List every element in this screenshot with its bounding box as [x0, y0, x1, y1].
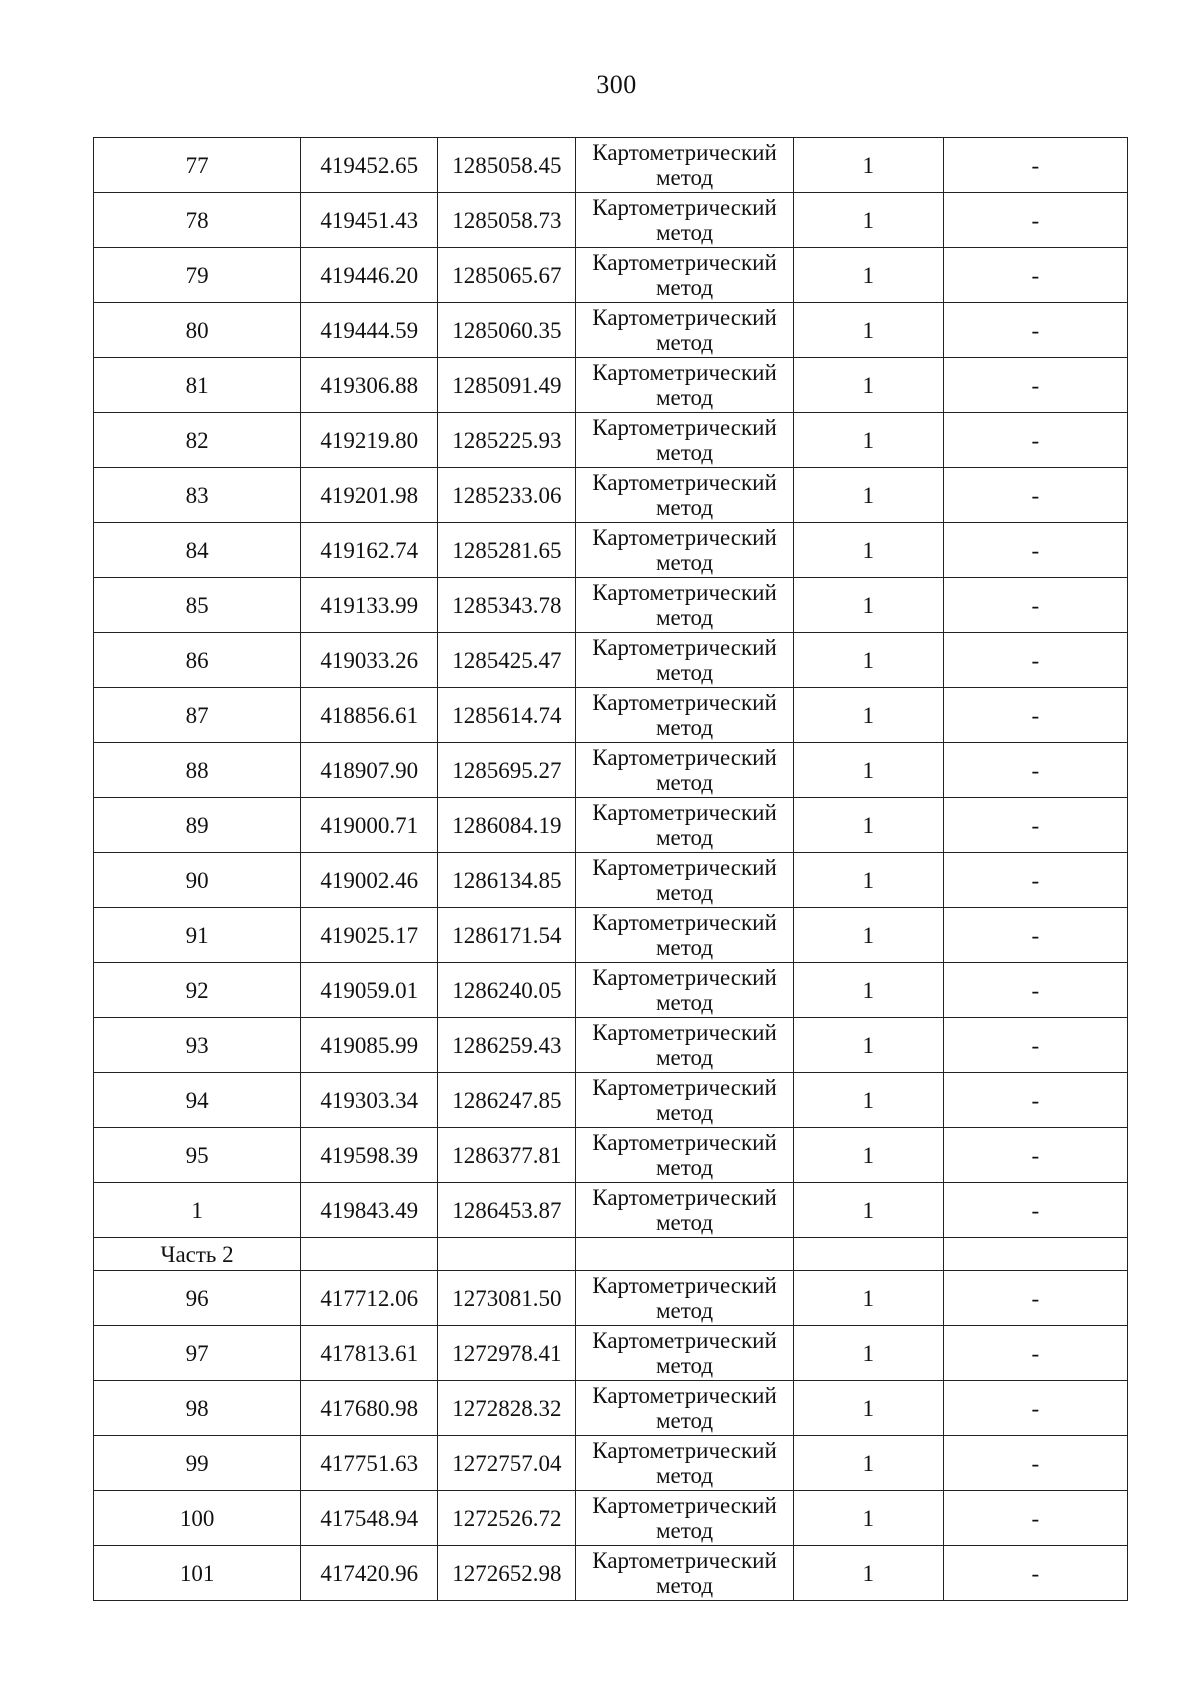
x-coordinate-cell: 419000.71 [301, 798, 438, 853]
accuracy-cell: 1 [793, 908, 943, 963]
method-line-1: Картометрический [592, 690, 777, 715]
x-coordinate-cell: 417813.61 [301, 1326, 438, 1381]
point-number-cell: 82 [94, 413, 301, 468]
method-line-1: Картометрический [592, 140, 777, 165]
point-number-cell: 97 [94, 1326, 301, 1381]
method-line-2: метод [656, 1155, 714, 1180]
note-cell: - [943, 908, 1127, 963]
point-number-cell: 77 [94, 138, 301, 193]
method-cell [576, 303, 793, 358]
accuracy-cell: 1 [793, 688, 943, 743]
accuracy-cell: 1 [793, 303, 943, 358]
y-coordinate-cell: 1285695.27 [438, 743, 576, 798]
y-coordinate-cell: 1285060.35 [438, 303, 576, 358]
method-cell [576, 633, 793, 688]
table-row [94, 358, 1128, 413]
method-line-1: Картометрический [592, 965, 777, 990]
method-line-2: метод [656, 220, 714, 245]
accuracy-cell: 1 [793, 413, 943, 468]
empty-cell [438, 1238, 576, 1271]
method-cell [576, 1073, 793, 1128]
method-line-2: метод [656, 165, 714, 190]
note-cell: - [943, 523, 1127, 578]
method-cell [576, 1546, 793, 1601]
accuracy-cell: 1 [793, 633, 943, 688]
method-cell [576, 1491, 793, 1546]
method-cell [576, 908, 793, 963]
y-coordinate-cell: 1285058.45 [438, 138, 576, 193]
table-row [94, 248, 1128, 303]
method-cell [576, 1271, 793, 1326]
x-coordinate-cell: 419002.46 [301, 853, 438, 908]
method-line-2: метод [656, 385, 714, 410]
y-coordinate-cell: 1285058.73 [438, 193, 576, 248]
x-coordinate-cell: 419303.34 [301, 1073, 438, 1128]
table-row [94, 1326, 1128, 1381]
point-number-cell: 99 [94, 1436, 301, 1491]
accuracy-cell: 1 [793, 1326, 943, 1381]
point-number-cell: 95 [94, 1128, 301, 1183]
empty-cell [943, 1238, 1127, 1271]
method-line-2: метод [656, 660, 714, 685]
y-coordinate-cell: 1272652.98 [438, 1546, 576, 1601]
table-row [94, 743, 1128, 798]
table-row [94, 1546, 1128, 1601]
y-coordinate-cell: 1286259.43 [438, 1018, 576, 1073]
method-line-2: метод [656, 990, 714, 1015]
note-cell: - [943, 248, 1127, 303]
method-line-1: Картометрический [592, 1130, 777, 1155]
method-line-1: Картометрический [592, 580, 777, 605]
method-line-1: Картометрический [592, 1075, 777, 1100]
x-coordinate-cell: 417680.98 [301, 1381, 438, 1436]
point-number-cell: 84 [94, 523, 301, 578]
method-cell [576, 743, 793, 798]
method-cell [576, 1018, 793, 1073]
y-coordinate-cell: 1285091.49 [438, 358, 576, 413]
section-row [94, 1238, 1128, 1271]
x-coordinate-cell: 419201.98 [301, 468, 438, 523]
table-row [94, 853, 1128, 908]
accuracy-cell: 1 [793, 523, 943, 578]
note-cell: - [943, 1546, 1127, 1601]
method-line-2: метод [656, 1573, 714, 1598]
table-row [94, 1381, 1128, 1436]
note-cell: - [943, 743, 1127, 798]
table-row [94, 688, 1128, 743]
method-cell [576, 413, 793, 468]
page-number: 300 [596, 70, 637, 99]
point-number-cell: 1 [94, 1183, 301, 1238]
x-coordinate-cell: 417420.96 [301, 1546, 438, 1601]
point-number-cell: 91 [94, 908, 301, 963]
method-cell [576, 798, 793, 853]
note-cell: - [943, 1326, 1127, 1381]
note-cell: - [943, 1073, 1127, 1128]
method-line-2: метод [656, 1463, 714, 1488]
point-number-cell: 78 [94, 193, 301, 248]
accuracy-cell: 1 [793, 1491, 943, 1546]
method-line-1: Картометрический [592, 1328, 777, 1353]
method-line-2: метод [656, 1518, 714, 1543]
note-cell: - [943, 688, 1127, 743]
method-line-2: метод [656, 825, 714, 850]
y-coordinate-cell: 1285065.67 [438, 248, 576, 303]
method-line-2: метод [656, 1298, 714, 1323]
accuracy-cell: 1 [793, 1271, 943, 1326]
point-number-cell: 93 [94, 1018, 301, 1073]
method-line-2: метод [656, 1353, 714, 1378]
point-number-cell: 96 [94, 1271, 301, 1326]
method-cell [576, 1128, 793, 1183]
table-row [94, 633, 1128, 688]
x-coordinate-cell: 419452.65 [301, 138, 438, 193]
y-coordinate-cell: 1272757.04 [438, 1436, 576, 1491]
method-line-1: Картометрический [592, 360, 777, 385]
y-coordinate-cell: 1285281.65 [438, 523, 576, 578]
accuracy-cell: 1 [793, 1436, 943, 1491]
note-cell: - [943, 193, 1127, 248]
method-line-1: Картометрический [592, 1185, 777, 1210]
table-row [94, 1436, 1128, 1491]
empty-cell [793, 1238, 943, 1271]
accuracy-cell: 1 [793, 1128, 943, 1183]
note-cell: - [943, 413, 1127, 468]
method-line-1: Картометрический [592, 1383, 777, 1408]
empty-cell [301, 1238, 438, 1271]
accuracy-cell: 1 [793, 193, 943, 248]
method-line-2: метод [656, 935, 714, 960]
accuracy-cell: 1 [793, 358, 943, 413]
method-line-1: Картометрический [592, 1548, 777, 1573]
point-number-cell: 98 [94, 1381, 301, 1436]
method-line-1: Картометрический [592, 745, 777, 770]
method-cell [576, 853, 793, 908]
table-row [94, 1073, 1128, 1128]
y-coordinate-cell: 1285225.93 [438, 413, 576, 468]
method-line-1: Картометрический [592, 1273, 777, 1298]
y-coordinate-cell: 1272828.32 [438, 1381, 576, 1436]
accuracy-cell: 1 [793, 743, 943, 798]
point-number-cell: 85 [94, 578, 301, 633]
method-cell [576, 138, 793, 193]
method-line-1: Картометрический [592, 800, 777, 825]
note-cell: - [943, 1381, 1127, 1436]
accuracy-cell: 1 [793, 578, 943, 633]
table-row [94, 523, 1128, 578]
x-coordinate-cell: 418907.90 [301, 743, 438, 798]
note-cell: - [943, 1183, 1127, 1238]
method-line-1: Картометрический [592, 470, 777, 495]
table-row [94, 468, 1128, 523]
method-line-2: метод [656, 880, 714, 905]
point-number-cell: 89 [94, 798, 301, 853]
note-cell: - [943, 1128, 1127, 1183]
method-line-1: Картометрический [592, 910, 777, 935]
y-coordinate-cell: 1285233.06 [438, 468, 576, 523]
point-number-cell: 90 [94, 853, 301, 908]
method-cell [576, 688, 793, 743]
table-row [94, 908, 1128, 963]
method-line-2: метод [656, 440, 714, 465]
coordinates-table [93, 137, 1128, 1601]
x-coordinate-cell: 419219.80 [301, 413, 438, 468]
x-coordinate-cell: 419162.74 [301, 523, 438, 578]
x-coordinate-cell: 417548.94 [301, 1491, 438, 1546]
accuracy-cell: 1 [793, 1183, 943, 1238]
method-line-2: метод [656, 1210, 714, 1235]
point-number-cell: 101 [94, 1546, 301, 1601]
note-cell: - [943, 853, 1127, 908]
method-line-2: метод [656, 550, 714, 575]
x-coordinate-cell: 417712.06 [301, 1271, 438, 1326]
point-number-cell: 79 [94, 248, 301, 303]
x-coordinate-cell: 419033.26 [301, 633, 438, 688]
point-number-cell: 83 [94, 468, 301, 523]
table-row [94, 303, 1128, 358]
note-cell: - [943, 1491, 1127, 1546]
accuracy-cell: 1 [793, 138, 943, 193]
point-number-cell: 81 [94, 358, 301, 413]
y-coordinate-cell: 1286084.19 [438, 798, 576, 853]
x-coordinate-cell: 419085.99 [301, 1018, 438, 1073]
note-cell: - [943, 633, 1127, 688]
y-coordinate-cell: 1286377.81 [438, 1128, 576, 1183]
y-coordinate-cell: 1285425.47 [438, 633, 576, 688]
y-coordinate-cell: 1285343.78 [438, 578, 576, 633]
x-coordinate-cell: 419451.43 [301, 193, 438, 248]
method-cell [576, 358, 793, 413]
method-line-1: Картометрический [592, 525, 777, 550]
y-coordinate-cell: 1286134.85 [438, 853, 576, 908]
method-line-1: Картометрический [592, 1493, 777, 1518]
method-line-1: Картометрический [592, 1020, 777, 1045]
y-coordinate-cell: 1285614.74 [438, 688, 576, 743]
point-number-cell: 87 [94, 688, 301, 743]
method-line-1: Картометрический [592, 635, 777, 660]
method-line-1: Картометрический [592, 415, 777, 440]
y-coordinate-cell: 1272526.72 [438, 1491, 576, 1546]
method-cell [576, 963, 793, 1018]
accuracy-cell: 1 [793, 963, 943, 1018]
y-coordinate-cell: 1273081.50 [438, 1271, 576, 1326]
accuracy-cell: 1 [793, 853, 943, 908]
method-line-2: метод [656, 1100, 714, 1125]
accuracy-cell: 1 [793, 1073, 943, 1128]
method-cell [576, 468, 793, 523]
table-row [94, 413, 1128, 468]
method-line-1: Картометрический [592, 855, 777, 880]
method-cell [576, 1381, 793, 1436]
accuracy-cell: 1 [793, 468, 943, 523]
table-row [94, 1271, 1128, 1326]
note-cell: - [943, 1271, 1127, 1326]
method-line-2: метод [656, 1045, 714, 1070]
method-cell [576, 1326, 793, 1381]
accuracy-cell: 1 [793, 1546, 943, 1601]
method-line-2: метод [656, 275, 714, 300]
x-coordinate-cell: 418856.61 [301, 688, 438, 743]
x-coordinate-cell: 419843.49 [301, 1183, 438, 1238]
table-row [94, 193, 1128, 248]
accuracy-cell: 1 [793, 1381, 943, 1436]
method-line-1: Картометрический [592, 250, 777, 275]
method-line-1: Картометрический [592, 305, 777, 330]
note-cell: - [943, 303, 1127, 358]
x-coordinate-cell: 419446.20 [301, 248, 438, 303]
x-coordinate-cell: 419598.39 [301, 1128, 438, 1183]
method-line-2: метод [656, 330, 714, 355]
table-row [94, 1128, 1128, 1183]
x-coordinate-cell: 419025.17 [301, 908, 438, 963]
method-line-2: метод [656, 495, 714, 520]
table-row [94, 138, 1128, 193]
table-row [94, 1491, 1128, 1546]
accuracy-cell: 1 [793, 248, 943, 303]
table-row [94, 798, 1128, 853]
note-cell: - [943, 1436, 1127, 1491]
empty-cell [576, 1238, 793, 1271]
note-cell: - [943, 963, 1127, 1018]
method-line-2: метод [656, 605, 714, 630]
note-cell: - [943, 578, 1127, 633]
y-coordinate-cell: 1286240.05 [438, 963, 576, 1018]
point-number-cell: 86 [94, 633, 301, 688]
point-number-cell: 92 [94, 963, 301, 1018]
note-cell: - [943, 138, 1127, 193]
point-number-cell: 100 [94, 1491, 301, 1546]
x-coordinate-cell: 419133.99 [301, 578, 438, 633]
y-coordinate-cell: 1286247.85 [438, 1073, 576, 1128]
table-row [94, 963, 1128, 1018]
method-cell [576, 1436, 793, 1491]
note-cell: - [943, 358, 1127, 413]
method-cell [576, 523, 793, 578]
method-line-2: метод [656, 1408, 714, 1433]
x-coordinate-cell: 419444.59 [301, 303, 438, 358]
section-label: Часть 2 [94, 1238, 301, 1271]
x-coordinate-cell: 419059.01 [301, 963, 438, 1018]
y-coordinate-cell: 1286171.54 [438, 908, 576, 963]
point-number-cell: 88 [94, 743, 301, 798]
method-line-2: метод [656, 715, 714, 740]
accuracy-cell: 1 [793, 1018, 943, 1073]
note-cell: - [943, 798, 1127, 853]
method-line-1: Картометрический [592, 1438, 777, 1463]
table-row [94, 578, 1128, 633]
x-coordinate-cell: 417751.63 [301, 1436, 438, 1491]
table-row [94, 1183, 1128, 1238]
method-cell [576, 248, 793, 303]
method-line-1: Картометрический [592, 195, 777, 220]
accuracy-cell: 1 [793, 798, 943, 853]
note-cell: - [943, 1018, 1127, 1073]
y-coordinate-cell: 1286453.87 [438, 1183, 576, 1238]
method-cell [576, 578, 793, 633]
method-cell [576, 1183, 793, 1238]
note-cell: - [943, 468, 1127, 523]
method-cell [576, 193, 793, 248]
point-number-cell: 94 [94, 1073, 301, 1128]
x-coordinate-cell: 419306.88 [301, 358, 438, 413]
point-number-cell: 80 [94, 303, 301, 358]
table-row [94, 1018, 1128, 1073]
method-line-2: метод [656, 770, 714, 795]
y-coordinate-cell: 1272978.41 [438, 1326, 576, 1381]
